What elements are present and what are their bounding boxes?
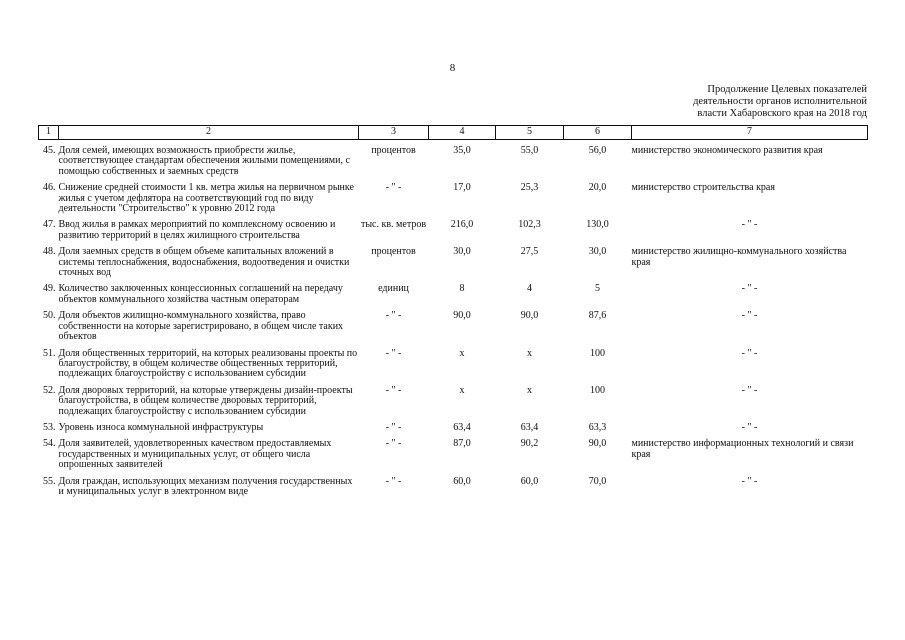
column-header: 4 — [429, 126, 496, 140]
responsible-body: - " - — [741, 475, 758, 487]
row-number: 53. — [43, 421, 56, 433]
responsible-body: министерство экономического развития края — [631, 145, 823, 156]
value-col5: 63,4 — [520, 421, 539, 433]
indicator-name: Доля граждан, использующих механизм получения государственных и муниципальных услуг в электронном виде — [58, 475, 353, 497]
table-row — [39, 477, 868, 504]
table-row — [39, 220, 868, 247]
value-col5: 90,0 — [520, 310, 539, 322]
unit-of-measure: единиц — [378, 283, 409, 295]
indicator-name: Ввод жилья в рамках мероприятий по комплексному освоению и развитию территорий в целях жилищного строительства — [58, 219, 336, 241]
unit-of-measure: - " - — [385, 310, 402, 322]
column-number-row — [39, 126, 868, 140]
responsible-body: - " - — [741, 283, 758, 295]
page-number: 8 — [449, 62, 456, 74]
column-header: 1 — [39, 126, 59, 140]
table-row — [39, 423, 868, 439]
indicator-name: Доля объектов жилищно-коммунального хозяйства, право собственности на которые зарегистрировано, в общем числе таких объектов — [58, 310, 344, 343]
row-number: 50. — [43, 310, 56, 322]
responsible-body: - " - — [741, 384, 758, 396]
column-header: 2 — [59, 126, 359, 140]
row-number: 52. — [43, 384, 56, 396]
row-number: 54. — [43, 438, 56, 450]
indicators-table — [38, 125, 868, 503]
value-col4: 8 — [459, 283, 465, 295]
value-col5: 55,0 — [520, 145, 539, 156]
row-number: 49. — [43, 283, 56, 295]
unit-of-measure: - " - — [385, 475, 402, 487]
value-col5: 102,3 — [518, 219, 541, 231]
indicator-name: Доля дворовых территорий, на которые утверждены дизайн-проекты благоустройства, в общем количестве дворовых территорий, подлежащих благоустройству с использованием субсидии — [58, 384, 353, 417]
value-col6: 30,0 — [588, 246, 607, 258]
unit-of-measure: - " - — [385, 384, 402, 396]
unit-of-measure: тыс. кв. метров — [360, 219, 427, 231]
unit-of-measure: процентов — [371, 246, 416, 258]
unit-of-measure: - " - — [385, 438, 402, 450]
table-row — [39, 247, 868, 284]
value-col6: 70,0 — [588, 475, 607, 487]
value-col6: 5 — [595, 283, 600, 295]
table-row — [39, 284, 868, 311]
value-col6: 130,0 — [586, 219, 609, 231]
table-row — [39, 140, 868, 184]
value-col4: 30,0 — [453, 246, 471, 258]
value-col4: 35,0 — [453, 145, 471, 156]
column-header: 3 — [359, 126, 429, 140]
value-col5: 25,3 — [520, 182, 539, 194]
unit-of-measure: - " - — [385, 421, 402, 433]
row-number: 51. — [43, 347, 56, 359]
row-number: 46. — [43, 182, 56, 194]
responsible-body: - " - — [741, 421, 758, 433]
value-col5: 27,5 — [520, 246, 539, 258]
responsible-body: - " - — [741, 219, 758, 231]
value-col5: 90,2 — [520, 438, 539, 450]
row-number: 47. — [43, 219, 56, 231]
indicator-name: Доля заемных средств в общем объеме капитальных вложений в системы теплоснабжения, водоснабжения, водоотведения и очистки сточных вод — [58, 246, 350, 279]
value-col4: 17,0 — [453, 182, 471, 194]
row-number: 45. — [43, 145, 56, 156]
value-col4: x — [459, 347, 465, 359]
table-row — [39, 439, 868, 476]
value-col6: 63,3 — [588, 421, 607, 433]
responsible-body: министерство жилищно-коммунального хозяйства края — [631, 246, 847, 268]
column-header: 6 — [564, 126, 632, 140]
indicator-name: Доля заявителей, удовлетворенных качеством предоставляемых государственных и муниципальных услуг, от общего числа опрошенных заявителей — [58, 438, 332, 471]
row-number: 55. — [43, 475, 56, 487]
value-col5: x — [527, 384, 532, 396]
responsible-body: министерство информационных технологий и связи края — [631, 438, 854, 460]
column-header: 7 — [632, 126, 868, 140]
value-col4: 90,0 — [453, 310, 471, 322]
table-continuation-caption — [607, 84, 867, 120]
table-row — [39, 183, 868, 220]
responsible-body: - " - — [741, 310, 758, 322]
caption-line: власти Хабаровского края на 2018 год — [697, 108, 867, 119]
value-col4: 216,0 — [450, 219, 474, 231]
unit-of-measure: - " - — [385, 347, 402, 359]
value-col6: 100 — [590, 347, 605, 359]
value-col4: 87,0 — [453, 438, 471, 450]
unit-of-measure: процентов — [371, 145, 416, 156]
value-col4: 63,4 — [453, 421, 471, 433]
value-col6: 20,0 — [588, 182, 607, 194]
value-col5: 60,0 — [520, 475, 539, 487]
indicator-name: Доля семей, имеющих возможность приобрести жилье, соответствующее стандартам обеспечения жилыми помещениями, с помощью собственных и заемных средств — [58, 145, 350, 177]
value-col5: 4 — [527, 283, 532, 295]
caption-line: деятельности органов исполнительной — [693, 96, 867, 107]
indicator-name: Снижение средней стоимости 1 кв. метра жилья на первичном рынке жилья с учетом дефлятора на соответствующий год по виду деятельности "Строительство" к уровню 2012 года — [58, 182, 354, 215]
indicator-name: Количество заключенных концессионных соглашений на передачу объектов коммунального хозяйства частным операторам — [58, 283, 343, 305]
table-row — [39, 386, 868, 423]
caption-line: Продолжение Целевых показателей — [707, 84, 867, 95]
value-col6: 56,0 — [588, 145, 607, 156]
value-col4: x — [459, 384, 465, 396]
indicator-name: Уровень износа коммунальной инфраструктуры — [58, 421, 264, 433]
table-row — [39, 349, 868, 386]
table-row — [39, 311, 868, 348]
value-col6: 87,6 — [588, 310, 607, 322]
column-header: 5 — [496, 126, 564, 140]
row-number: 48. — [43, 246, 56, 258]
value-col6: 100 — [590, 384, 605, 396]
responsible-body: министерство строительства края — [631, 182, 775, 194]
value-col5: x — [527, 347, 532, 359]
unit-of-measure: - " - — [385, 182, 402, 194]
responsible-body: - " - — [741, 347, 758, 359]
value-col4: 60,0 — [453, 475, 471, 487]
value-col6: 90,0 — [588, 438, 607, 450]
indicator-name: Доля общественных территорий, на которых реализованы проекты по благоустройству, в общем количестве общественных территорий, подлежащих благоустройству с использованием субсидии — [58, 347, 358, 380]
